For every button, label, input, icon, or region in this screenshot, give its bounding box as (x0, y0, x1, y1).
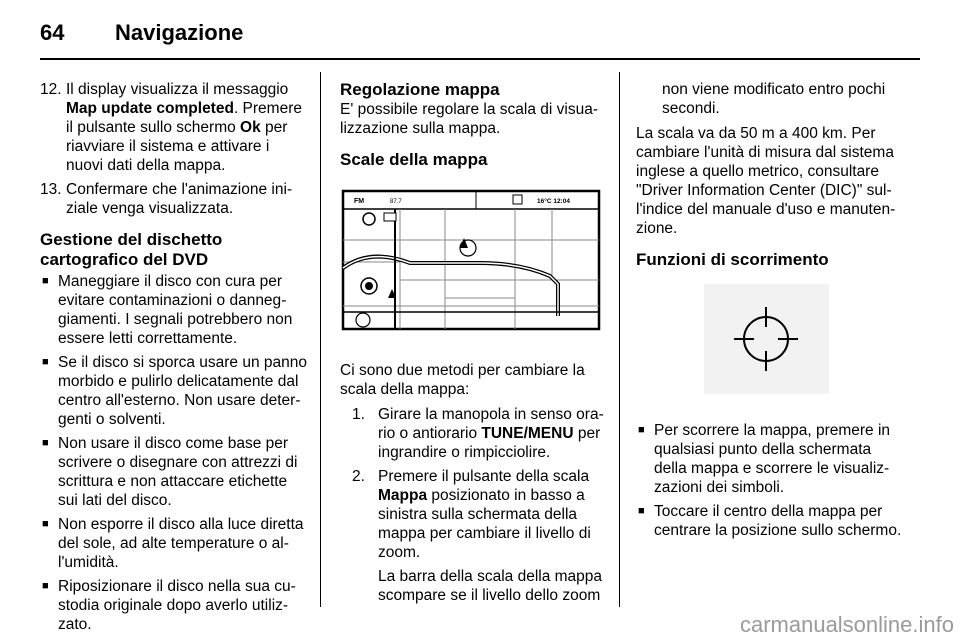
step-number: 2. (352, 468, 365, 485)
bullet-square-icon: ■ (42, 356, 49, 368)
column-middle (340, 80, 605, 610)
step-number: 1. (352, 406, 365, 423)
bullet-square-icon: ■ (42, 437, 49, 449)
step-text: Il display visualizza il messaggio Map update completed. Premere il pulsante sullo schermo Ok per riavviare il sistema e attivare i nuovi dati della mappa. (66, 81, 302, 174)
list-item: ■ Se il disco si sporca usare un panno morbido e pulirlo delicatamente dal centro all'esterno. Non usare detergenti o solventi. (42, 354, 308, 428)
map-temp-time: 16°C 12:04 (537, 198, 570, 205)
ui-label-mappa: Mappa (378, 487, 428, 504)
header-rule (40, 58, 920, 60)
step-number: 13. (40, 181, 62, 198)
step-13 (40, 180, 308, 218)
bullet-square-icon: ■ (638, 505, 645, 517)
ui-label-tune-menu: TUNE/MENU (481, 425, 574, 442)
compass-icon (363, 213, 375, 225)
section-heading-map-adjust: Regolazione mappa (340, 80, 500, 99)
crosshair-icon (734, 307, 798, 371)
page-number: 64 (40, 20, 65, 45)
step-text: Confermare che l'animazione iniziale venga visualizzata. (66, 181, 293, 217)
map-radio-frequency: 87.7 (390, 199, 402, 205)
bullet-list (40, 272, 308, 634)
step-2-note: La barra della scala della mappa scompare se il livello dello zoom (378, 568, 603, 604)
column-left (40, 80, 308, 639)
section-heading-dvd: Gestione del dischetto cartografico del DVD (40, 230, 223, 269)
step-number: 12. (40, 81, 62, 98)
bullet-square-icon: ■ (42, 518, 49, 530)
map-scale-button-icon (356, 313, 370, 327)
bullet-list (636, 421, 902, 540)
page-header (40, 18, 920, 58)
column-right (636, 80, 902, 545)
ui-label-ok: Ok (240, 119, 261, 136)
crosshair-illustration (704, 284, 829, 394)
watermark: carmanualsonline.info (739, 612, 954, 637)
list-item: ■ Toccare il centro della mappa per centrare la posizione sullo schermo. (638, 503, 902, 539)
bullet-square-icon: ■ (638, 424, 645, 436)
continued-text: non viene modificato entro pochi secondi. (662, 81, 886, 117)
step-12 (40, 80, 308, 175)
list-item: ■ Non esporre il disco alla luce diretta del sole, ad alte temperature o all'umidità. (42, 516, 304, 571)
ui-label-map-update: Map update completed (66, 100, 234, 117)
list-item: ■ Maneggiare il disco con cura per evitare contaminazioni o danneggiamenti. I segnali potrebbero non essere letti correttamente. (42, 273, 293, 347)
map-radio-band: FM (354, 198, 365, 205)
bullet-square-icon: ■ (42, 275, 49, 287)
list-item: ■ Riposizionare il disco nella sua custodia originale dopo averlo utilizzato. (42, 578, 296, 633)
intro-text: E' possibile regolare la scala di visualizzazione sulla mappa. (340, 101, 598, 137)
subheading-map-scale: Scale della mappa (340, 150, 488, 169)
list-item: ■ Non usare il disco come base per scrivere o disegnare con attrezzi di scrittura e non attaccare etichette sui lati del disco. (42, 435, 298, 509)
subheading-scroll: Funzioni di scorrimento (636, 250, 829, 269)
method-step-2: 2. Premere il pulsante della scala Mappa posizionato in basso a sinistra sulla schermata della mappa per cambiare il livello di zoom. (352, 468, 591, 561)
method-step-1: 1. Girare la manopola in senso orario o antiorario TUNE/MENU per ingrandire o rimpicciolire. (352, 406, 604, 461)
page-title: Navigazione (115, 20, 244, 45)
map-screen-illustration (340, 188, 605, 336)
list-item: ■ Per scorrere la mappa, premere in qualsiasi punto della schermata della mappa e scorrere le visualizzazioni dei simboli. (638, 422, 891, 496)
scale-range-text: La scala va da 50 m a 400 km. Per cambiare l'unità di misura dal sistema inglese a quello metrico, consultare "Driver Information Center (DIC)" sull'indice del manuale d'uso e manutenzione. (636, 125, 896, 237)
column-divider-1 (320, 72, 321, 607)
methods-intro: Ci sono due metodi per cambiare la scala della mappa: (340, 362, 585, 398)
map-view-icon (384, 213, 396, 221)
bullet-square-icon: ■ (42, 580, 49, 592)
column-divider-2 (619, 72, 620, 607)
